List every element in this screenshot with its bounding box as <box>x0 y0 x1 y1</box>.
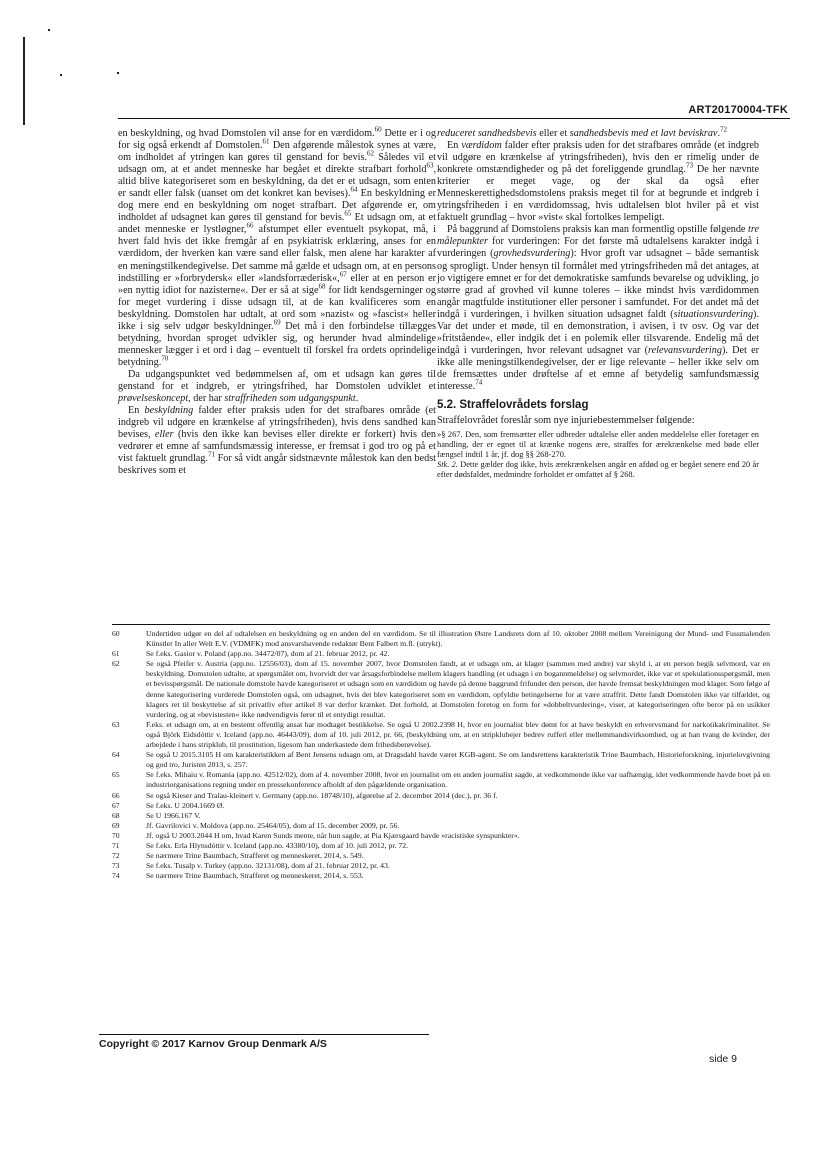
footnote-number: 74 <box>112 871 120 881</box>
paragraph-continued: reduceret sandhedsbevis eller et sandhedsbevis med et lavt beviskrav.$^{72}$ <box>437 125 728 139</box>
law-text-stk2: Stk. 2. Dette gælder dog ikke, hvis ærekrænkelsen angår en afdød og er begået senere end 20 år efter dødsfaldet, medmindre forholdet er omfattet af § 268. <box>437 460 759 480</box>
footnote-number: 66 <box>112 790 120 800</box>
footnote-text: Se f.eks. Tusalp v. Turkey (app.no. 32131/08), dom af 21. februar 2012, pr. 43. <box>146 861 390 871</box>
footnote <box>112 720 770 750</box>
footnote <box>112 629 770 649</box>
scan-speck <box>117 72 119 74</box>
paragraph-intro: Straffelovrådet foreslår som nye injuriebestemmelser følgende: <box>437 415 695 427</box>
left-column-main <box>118 125 437 477</box>
copyright: Copyright © 2017 Karnov Group Denmark A/S <box>99 1038 327 1050</box>
footnote-number: 65 <box>112 770 120 780</box>
footnote-text: Se også Kieser and Tralau-kleinert v. Germany (app.no. 18748/10), afgørelse af 2. december 2014 (dec.), pr. 36 f. <box>146 790 498 800</box>
paragraph-maalepunkter: På baggrund af Domstolens praksis kan man formentlig opstille følgende tre målepunkter for vurderingen: For det første må udtalelsens karakter indgå i vurderingen (grovhedsvurdering): Hvor groft var udsagnet – både semantisk og sprogligt. Under hensyn til formålet med ytringsfriheden må det antages, at jo vigtigere emnet er for det demokratiske samfunds bevarelse og udvikling, jo større grad af grovhed vil kunne toleres – ikke mindst hvis værdidommen angår magtfulde institutioner eller personer i samfundet. For det andet må det indgå i vurderingen, i hvilken situation udsagnet faldt (situationsvurdering). Var det under et møde, til en demonstration, i avisen, i tv osv. Og var det »fritstående«, eller indgik det i en polemik eller tilsvarende. Endelig må det indgå i vurderingen, hvor relevant udsagnet var (relevansvurdering). Det er ikke alle meningstilkendegivelser, der er lige relevante – heller ikke selv om de fremsættes under drøftelse af et emne af betydelig samfundsmæssig interesse.$^{74}$ <box>437 224 759 392</box>
footnote <box>112 811 770 821</box>
footnote <box>112 801 770 811</box>
footnote <box>112 861 770 871</box>
footnote-number: 68 <box>112 810 120 820</box>
footnote-text: Se f.eks. Erla Hlynsdóttir v. Iceland (app.no. 43380/10), dom af 10. juli 2012, pr. 72. <box>146 840 409 850</box>
footnotes <box>112 629 770 881</box>
footnote-number: 72 <box>112 851 120 861</box>
footer-rule <box>99 1034 429 1035</box>
footnote-text: F.eks. et udsagn om, at en bestemt offentlig ansat har modtaget bestikkelse. Se også U 2002.2398 H, hvor en journalist blev dømt for at have beskyldt en erhvervsmand for narkotikakriminalitet. Se også Björk Eidsdóttir v. Iceland (app.no. 46443/09), dom af 10. juli 2012, pr. 66, (beskyldning om, at en stripklubejer bedrev rufferi eller mellemmandsvirksomhed, og at han tvang de kvinder, der arbejdede i hans stripklub, til prostitution, ligesom han underkastede dem frihedsberøvelse). <box>146 719 770 750</box>
footnote-text: Jf. Gavrilovici v. Moldova (app.no. 25464/05), dom af 15. december 2009, pr. 56. <box>146 820 400 830</box>
footnote-text: Se f.eks. Mihaiu v. Romania (app.no. 42512/02), dom af 4. november 2008, hvor en journalist om en anden journalist sagde, at vedkommende ikke var uafhængig, idet vedkommende havde boet på en industriorganisations regning under en pressekonference afholdt af den pågældende organisation. <box>146 770 770 790</box>
footnote-number: 67 <box>112 800 120 810</box>
footnote <box>112 659 770 720</box>
footnote-number: 69 <box>112 820 120 830</box>
footnote <box>112 821 770 831</box>
footnote <box>112 841 770 851</box>
footnote-number: 73 <box>112 861 120 871</box>
document-id: ART20170004-TFK <box>688 104 788 116</box>
footnote-text: Se nærmere Trine Baumbach, Strafferet og menneskeret, 2014, s. 549. <box>146 851 364 861</box>
right-column <box>437 125 759 480</box>
footnote-text: Se også Pfeifer v. Austria (app.no. 12556/03), dom af 15. november 2007, hvor Domstolen fandt, at et udsagn om, at klager (sammen med andre) var skyld i, at en person begik selvmord, var en beskyldning. Domstolen udtalte, at spørgsmålet om, hvorvidt der var årsagsforbindelse mellem klagers handling (et udsagn i en bogannmeldelse) og selvmordet, ikke var et spekulationsspørgsmål, men et bevisspørgsmål. De nationale domstole havde kategoriseret et udsagn som en værdidom og havde på denne baggrund frifundet den person, der havde fremsat beskyldningen mod klager. Som følge af denne kategorisering vurderede Domstolen også, om udsagnet, hvis det blev kategoriseret som en værdidom, opfyldte betingelserne for at være straffrit. Dette fandt Domstolen ikke var tilfældet, og klagers ret til beskyttelse af sit privatliv efter artikel 8 var derfor krænket. Det forhold, at Domstolen foretog en form for »dobbeltvurdering«, viser, at kategoriseringen ofte beror på en usikker vurdering, og at »bevistesten« ikke nødvendigvis fører til et entydigt resultat. <box>146 659 770 719</box>
paragraph-2: Da udgangspunktet ved bedømmelsen af, om et udsagn kan gøres til genstand for et indgreb, er ytringsfrihed, har Domstolen udviklet et prøvelseskoncept, der har straffriheden som udgangspunkt. <box>118 368 436 405</box>
footnote-number: 70 <box>112 830 120 840</box>
footnote-text: Se f.eks. U 2004.1669 Ø. <box>146 800 225 810</box>
footnote <box>112 649 770 659</box>
page-number: side 9 <box>709 1053 738 1065</box>
footnote-number: 64 <box>112 750 120 760</box>
footnote-number: 71 <box>112 840 120 850</box>
scan-speck <box>48 29 50 31</box>
footnote-text: Se nærmere Trine Baumbach, Strafferet og menneskeret, 2014, s. 553. <box>146 871 364 881</box>
footnote-text: Undertiden udgør en del af udtalelsen en beskyldning og en anden del en værdidom. Se til illustration Østre Landsrets dom af 10. oktober 2008 mellem Vereinigung der Mund- und Fussmalenden Künstler In aller Welt E.V. (VDMFK) mod ansvarshavende redaktør Bent Falbert m.fl. (utrykt). <box>146 629 770 649</box>
law-text-267: »§ 267. Den, som fremsætter eller udbreder udtalelse eller anden meddelelse eller foretager en handling, der er egnet til at krænke nogens ære, straffes for ærekrænkelse med bøde eller fængsel indtil 1 år, jf. dog §§ 268-270. <box>437 430 759 460</box>
footnote-rule <box>112 624 770 625</box>
scan-margin-line <box>23 37 25 125</box>
footnote <box>112 851 770 861</box>
footnote-number: 63 <box>112 719 120 729</box>
section-heading: 5.2. Straffelovrådets forslag <box>437 399 589 412</box>
header-rule <box>118 118 790 119</box>
footnote-text: Se U 1966.167 V. <box>146 810 201 820</box>
footnote-text: Jf. også U 2003.2044 H om, hvad Karen Sunds mente, når hun sagde, at Pia Kjærsgaard havde »racistiske synspunkter«. <box>146 830 520 840</box>
paragraph-1: en beskyldning, og hvad Domstolen vil anse for en værdidom.$^{60}$ Dette er i og for sig også erkendt af Domstolen.$^{61}$ Den afgørende målestok synes at være, om indholdet af ytringen kan gøres til genstand for bevis.$^{62}$ Således vil et udsagn om, at et andet menneske har begået et direkte strafbart forhold$^{63}$, altid blive kategoriseret som en beskyldning, da det er et udsagn, som enten er sandt eller falsk (uanset om det konkret kan bevises).$^{64}$ En beskyldning er dog mere end en beskyldning om noget strafbart. Det afgørende er, om indholdet af udsagnet kan gøres til genstand for bevis.$^{65}$ Et udsagn om, at et andet menneske er lystløgner,$^{66}$ afstumpet eller eventuelt psykopat, må, i hvert fald hvis det ikke fremgår af en psykiatrisk erklæring, anses for en værdidom, der hverken kan være sand eller falsk, men alene har karakter af en meningstilkendegivelse. Det samme må gælde et udsagn om, at en persons indstilling er »forbrydersk« eller »landsforræderisk«,$^{67}$ eller at en person er »en nyttig idiot for nazisterne«. Der er så at sige$^{68}$ for lidt kendsgerninger og for meget vurdering i disse udsagn til, at de kan kvalificeres som en beskyldning. Domstolen har udtalt, at ord som »nazist« og »fascist« heller ikke i sig selv udgør beskyldninger.$^{69}$ Det må i den forbindelse tillægges betydning, hvordan sproget udvikler sig, og herunder hvad almindelige mennesker lægger i et ord i dag – eventuelt til forskel fra ordets oprindelige betydning.$^{70}$ <box>118 125 437 368</box>
footnote <box>112 770 770 790</box>
footnote-number: 61 <box>112 649 120 659</box>
footnote-number: 60 <box>112 629 120 638</box>
paragraph-3: En beskyldning falder efter praksis uden for det strafbares område (et indgreb vil udgøre en krænkelse af ytringsfriheden), hvis dens sandhed kan bevises, eller (hvis den ikke kan bevises eller direkte er forkert) hvis den vedrører et emne af samfundsmæssig interesse, er fremsat i god tro og på et vist faktuelt grundlag.$^{71}$ For så vidt angår sidstnævnte målestok kan den bedst beskrives som et <box>118 405 437 477</box>
scan-speck <box>60 74 62 76</box>
paragraph-vaerdidom: En værdidom falder efter praksis uden for det strafbares område (et indgreb vil udgøre en krænkelse af ytringsfriheden), hvis den er rimelig under de konkrete omstændigheder og på det foreliggende grundlag.$^{73}$ De her nævnte kriterier er meget vage, og der skal da også efter Menneskerettighedsdomstolens praksis meget til for at begrunde et indgreb i ytringsfriheden i en værdidomssag, hvis udtalelsen blot hviler på et vist faktuelt grundlag – hvor »vist« skal fortolkes lempeligt. <box>437 140 759 224</box>
footnote <box>112 871 770 881</box>
footnote-number: 62 <box>112 659 120 669</box>
footnote <box>112 750 770 770</box>
footnote-text: Se også U 2015.3105 H om karakteristikken af Bent Jensens udsagn om, at Dragsdahl havde været KGB-agent. Se om landsrettens karakteristik Trine Baumbach, Historieforskning, injurielovgivning og god tro, Juristen 2013, s. 257. <box>146 750 770 770</box>
footnote <box>112 791 770 801</box>
footnote <box>112 831 770 841</box>
footnote-text: Se f.eks. Gasior v. Poland (app.no. 34472/07), dom af 21. februar 2012, pr. 42. <box>146 649 390 659</box>
